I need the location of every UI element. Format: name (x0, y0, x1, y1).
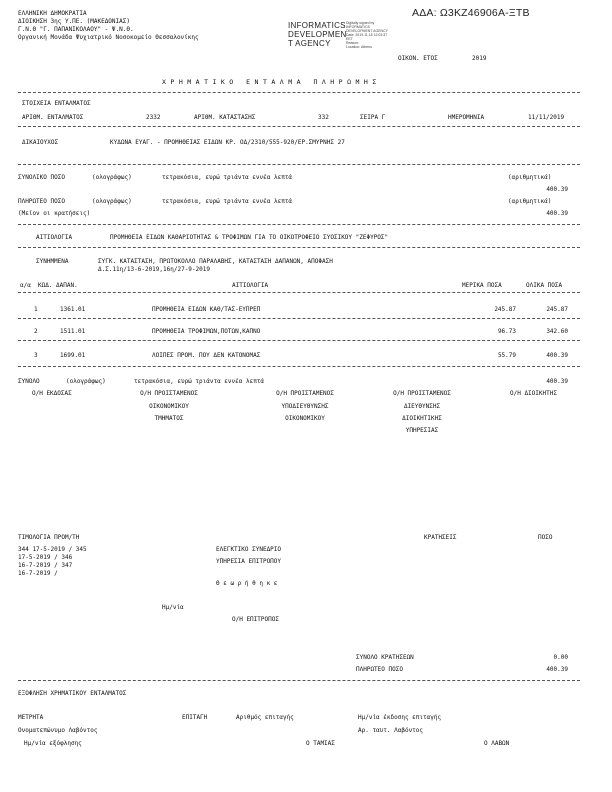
table-row-no: 1 (34, 306, 38, 313)
settlement-cashier-label: Ο ΤΑΜΙΑΣ (306, 740, 335, 747)
divider (18, 292, 580, 293)
table-row-no: 2 (34, 328, 38, 335)
divider (18, 92, 580, 93)
signature-head-admin-dir-line3: ΔΙΟΙΚΗΤΙΚΗΣ (402, 415, 442, 422)
divider (18, 126, 580, 127)
attachments-line2: Δ.Σ.11η/13-6-2019,16η/27-9-2019 (98, 266, 210, 273)
total-amount-words: τετρακόσια, ευρώ τριάντα εννέα λεπτά (162, 174, 293, 181)
total-payable-value: 400.39 (546, 666, 568, 673)
divider (18, 680, 580, 681)
divider (18, 247, 580, 248)
signature-head-admin-dir: Ο/Η ΠΡΟΙΣΤΑΜΕΝΟΣ (393, 390, 451, 397)
settlement-payment-date-label: Ημ/νία εξόφλησης (24, 740, 82, 747)
table-row-partial: 55.79 (497, 352, 516, 359)
stamp-small-2: DEVELOPMENT AGENCY (346, 29, 388, 33)
summary-label: ΣΥΝΟΛΟ (18, 378, 40, 385)
net-amount-sub-label: (Μείον οι κρατήσεις) (18, 210, 91, 217)
divider (18, 164, 580, 165)
table-row-partial: 96.73 (497, 328, 516, 335)
section-title: ΣΤΟΙΧΕΙΑ ΕΝΤΑΛΜΑΤΟΣ (22, 100, 91, 107)
withholdings-label: ΚΡΑΤΗΣΕΙΣ (424, 534, 457, 541)
stamp-small-3: Date: 2019.11.18 12:03:37 (346, 33, 388, 37)
total-payable-label: ΠΛΗΡΩΤΕΟ ΠΟΣΟ (356, 666, 403, 673)
settlement-check-no-label: Αριθμός επιταγής (236, 714, 294, 721)
items-header-code: ΚΩΔ. ΔΑΠΑΝ. (38, 282, 78, 289)
header-line4: Οργανική Μονάδα Ψυχιατρικό Νοσοκομείο Θεσσαλονίκης (18, 34, 199, 41)
invoices-line: 344 17-5-2019 / 345 (18, 546, 87, 553)
divider (18, 366, 580, 367)
header-line3: Γ.Ν.Θ "Γ. ΠΑΠΑΝΙΚΟΛΑΟΥ" - Ψ.Ν.Θ. (18, 26, 134, 33)
net-amount-words-label: (ολογράφως) (92, 198, 132, 205)
table-row-desc: ΠΡΟΜΗΘΕΙΑ ΕΙΔΩΝ ΚΑΘ/ΤΑΣ-ΕΥΠΡΕΠ (152, 306, 261, 313)
net-amount-label: ΠΛΗΡΩΤΕΟ ΠΟΣΟ (18, 198, 65, 205)
attachments-line1: ΣΥΓΚ. ΚΑΤΑΣΤΑΣΗ, ΠΡΩΤΟΚΟΛΛΟ ΠΑΡΑΛΑΒΗΣ, ΚΑΤΑΣΤΑΣΗ ΔΑΠΑΝΩΝ, ΑΠΟΦΑΣΗ (98, 258, 333, 265)
signature-head-finance-dept-line2: ΟΙΚΟΝΟΜΙΚΟΥ (149, 403, 189, 410)
header-line2: ΔΙΟΙΚΗΣΗ 3ης Υ.ΠΕ. (ΜΑΚΕΔΟΝΙΑΣ) (18, 18, 130, 25)
invoices-line: 16-7-2019 / (18, 570, 58, 577)
stamp-small-1: INFORMATICS (346, 25, 370, 29)
warrant-num-label: ΑΡΙΘΜ. ΕΝΤΑΛΜΑΤΟΣ (22, 114, 84, 121)
stamp-small-5: Reason: (346, 41, 360, 45)
audit-line1: ΕΛΕΓΚΤΙΚΟ ΣΥΝΕΔΡΙΟ (216, 546, 282, 553)
warrant-date-value: 11/11/2019 (528, 114, 565, 121)
table-row-no: 3 (34, 352, 38, 359)
table-row-code: 1511.01 (60, 328, 86, 335)
settlement-check-label: ΕΠΙΤΑΓΗ (182, 714, 208, 721)
summary-words-label: (ολογράφως) (66, 378, 106, 385)
table-row-desc: ΛΟΙΠΕΣ ΠΡΟΜ. ΠΟΥ ΔΕΝ ΚΑΤΟΝΟΜΑΣ (152, 352, 261, 359)
signature-head-finance-subdir-line3: ΟΙΚΟΝΟΜΙΚΟΥ (285, 415, 325, 422)
settlement-check-date-label: Ημ/νία έκδοσης επιταγής (358, 714, 442, 721)
table-row-partial: 245.87 (494, 306, 516, 313)
total-amount-label: ΣΥΝΟΛΙΚΟ ΠΟΣΟ (18, 174, 65, 181)
stamp-small-6: Location: Athens (346, 45, 372, 49)
stamp-small-4: EET (346, 37, 353, 41)
summary-words: τετρακόσια, ευρώ τριάντα εννέα λεπτά (134, 378, 265, 385)
signature-issuer: Ο/Η ΕΚΔΟΣΑΣ (32, 390, 72, 397)
divider (18, 340, 580, 341)
total-amount-words-label: (ολογράφως) (92, 174, 132, 181)
settlement-receiver-label: Ο ΛΑΒΩΝ (484, 740, 510, 747)
invoices-label: ΤΙΜΟΛΟΓΙΑ ΠΡΟΜ/ΤΗ (18, 534, 80, 541)
signature-head-finance-dept-line3: ΤΜΗΜΑΤΟΣ (154, 415, 184, 422)
signature-head-finance-dept: Ο/Η ΠΡΟΙΣΤΑΜΕΝΟΣ (140, 390, 198, 397)
total-withholdings-label: ΣΥΝΟΛΟ ΚΡΑΤΗΣΕΩΝ (356, 654, 414, 661)
table-row-code: 1699.01 (60, 352, 86, 359)
stamp-line2: DEVELOPMEN (288, 30, 347, 39)
settlement-payee-name-label: Ονοματεπώνυμο Λαβόντος (18, 727, 98, 734)
ada-code: ΑΔΑ: Ω3ΚΖ46906Α-ΞΤΒ (412, 7, 530, 19)
table-row-desc: ΠΡΟΜΗΘΕΙΑ ΤΡΟΦΙΜΩΝ,ΠΟΤΩΝ,ΚΑΠΝΟ (152, 328, 261, 335)
beneficiary-label: ΔΙΚΑΙΟΥΧΟΣ (22, 139, 59, 146)
header-line1: ΕΛΛΗΝΙΚΗ ΔΗΜΟΚΡΑΤΙΑ (18, 10, 87, 17)
items-header-no: α/α (20, 282, 31, 289)
fiscal-year-value: 2019 (472, 55, 487, 62)
warrant-num-value: 2332 (146, 114, 161, 121)
attachments-label: ΣΥΝΗΜΜΕΝΑ (36, 258, 69, 265)
total-withholdings-value: 0.00 (553, 654, 568, 661)
audit-seen: Θ ε ω ρ ή θ η κ ε (216, 580, 278, 587)
warrant-date-label: ΗΜΕΡΟΜΗΝΙΑ (448, 114, 485, 121)
items-header-total: ΟΛΙΚΑ ΠΟΣΑ (526, 282, 563, 289)
settlement-title: ΕΞΟΦΛΗΣΗ ΧΡΗΜΑΤΙΚΟΥ ΕΝΤΑΛΜΑΤΟΣ (18, 690, 127, 697)
net-amount-num-label: (αριθμητικά) (508, 198, 552, 205)
beneficiary-value: ΚΥΔΩΝΑ ΕΥΑΓ. - ΠΡΟΜΗΘΕΙΑΣ ΕΙΔΩΝ ΚΡ. ΟΔ/2310/555-920/ΕΡ.ΣΜΥΡΝΗΣ 27 (110, 139, 345, 146)
invoices-line: 16-7-2019 / 347 (18, 562, 73, 569)
fiscal-year-label: ΟΙΚΟΝ. ΕΤΟΣ (398, 55, 438, 62)
signature-head-admin-dir-line2: ΔΙΕΥΘΥΝΣΗΣ (403, 403, 441, 410)
net-amount-num: 400.39 (546, 210, 568, 217)
items-header-partial: ΜΕΡΙΚΑ ΠΟΣΑ (462, 282, 502, 289)
invoices-line: 17-5-2019 / 346 (18, 554, 73, 561)
settlement-id-label: Αρ. ταυτ. Λαβόντος (358, 727, 424, 734)
signature-head-finance-subdir-line2: ΥΠΟΔΙΕΥΘΥΝΣΗΣ (281, 403, 329, 410)
signature-head-finance-subdir: Ο/Η ΠΡΟΙΣΤΑΜΕΝΟΣ (276, 390, 334, 397)
warrant-series-label: ΣΕΙΡΑ Γ (360, 114, 386, 121)
stamp-line3: T AGENCY (288, 39, 331, 48)
table-row-code: 1361.01 (60, 306, 86, 313)
items-header-desc: ΑΙΤΙΟΛΟΓΙΑ (232, 282, 269, 289)
table-row-total: 245.87 (546, 306, 568, 313)
summary-num: 400.39 (546, 378, 568, 385)
signature-head-admin-dir-line4: ΥΠΗΡΕΣΙΑΣ (405, 427, 439, 434)
commissioner-date-label: Ημ/νία (162, 604, 184, 611)
stamp-line1: INFORMATICS (288, 21, 346, 30)
doc-title: ΧΡΗΜΑΤΙΚΟ ΕΝΤΑΛΜΑ ΠΛΗΡΩΜΗΣ (162, 78, 381, 86)
settlement-transfer-label: ΜΕΤΡΗΤΑ (18, 714, 44, 721)
total-amount-num: 400.39 (546, 186, 568, 193)
warrant-state-value: 332 (318, 114, 329, 121)
commissioner-title: Ο/Η ΕΠΙΤΡΟΠΟΣ (232, 616, 279, 623)
total-amount-num-label: (αριθμητικά) (508, 174, 552, 181)
warrant-state-label: ΑΡΙΘΜ. ΚΑΤΑΣΤΑΣΗΣ (194, 114, 256, 121)
signature-director: Ο/Η ΔΙΟΙΚΗΤΗΣ (510, 390, 557, 397)
table-row-total: 400.39 (546, 352, 568, 359)
audit-line2: ΥΠΗΡΕΣΙΑ ΕΠΙΤΡΟΠΟΥ (216, 558, 282, 565)
justification-value: ΠΡΟΜΗΘΕΙΑ ΕΙΔΩΝ ΚΑΘΑΡΙΟΤΗΤΑΣ & ΤΡΟΦΙΜΩΝ ΓΙΑ ΤΟ ΟΙΚΟΤΡΟΦΕΙΟ ΣΥΟΣΙΚΟΥ "ΖΕΦΥΡΟΣ" (110, 234, 389, 241)
justification-label: ΑΙΤΙΟΛΟΓΙΑ (36, 234, 73, 241)
divider (18, 318, 580, 319)
stamp-small-0: Digitally signed by (346, 21, 375, 25)
withholdings-amount-label: ΠΟΣΟ (538, 534, 553, 541)
table-row-total: 342.60 (546, 328, 568, 335)
net-amount-words: τετρακόσια, ευρώ τριάντα εννέα λεπτά (162, 198, 293, 205)
divider (18, 224, 580, 225)
